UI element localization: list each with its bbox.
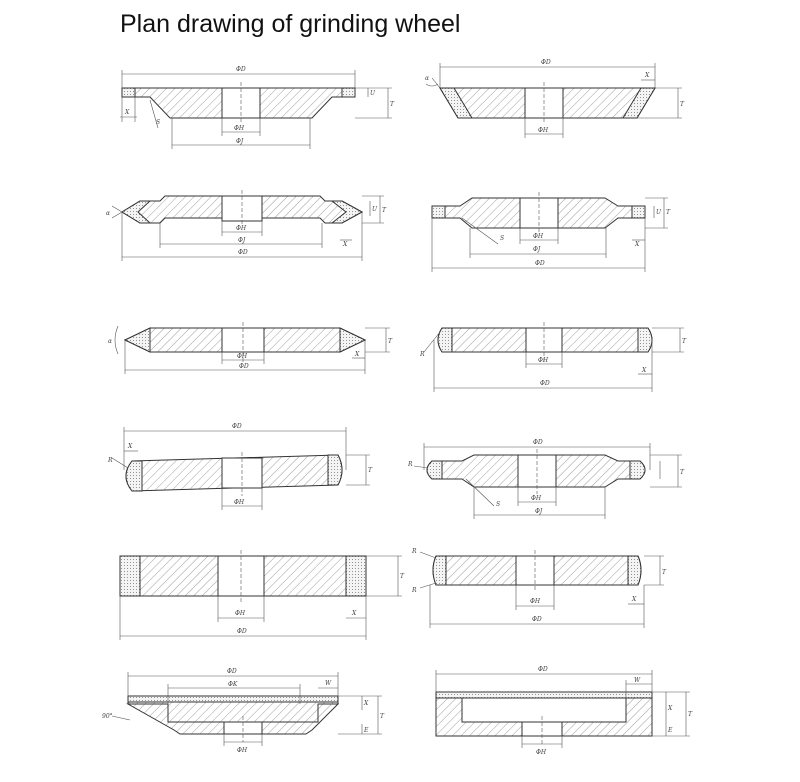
wheel-4 [432,192,671,272]
label-d: ΦD [532,616,542,623]
label-d: ΦD [541,59,551,66]
label-t: T [680,469,685,476]
wheel-3 [106,190,387,261]
label-d: ΦD [535,260,545,267]
wheel-2 [425,59,685,138]
label-w: W [634,677,641,684]
label-j: ΦJ [238,237,246,244]
label-h: ΦH [237,353,248,360]
label-d: ΦD [533,439,543,446]
label-h: ΦH [237,747,248,754]
label-d: ΦD [538,666,548,673]
wheel-11 [102,668,385,754]
label-h: ΦH [538,357,549,364]
label-x: X [364,700,369,707]
label-d: ΦD [238,249,248,256]
label-alpha: α [108,338,113,345]
label-h: ΦH [236,225,247,232]
label-t: T [388,338,393,345]
wheel-6 [419,322,687,392]
label-t: T [688,711,693,718]
label-j: ΦJ [535,508,543,515]
wheel-5 [108,322,393,374]
wheel-12 [436,666,693,756]
label-j: ΦJ [236,138,244,145]
label-h: ΦH [531,495,542,502]
label-u: U [656,209,662,216]
label-s: S [156,119,161,126]
wheel-10 [411,548,667,628]
label-r-top: R [412,548,417,555]
label-d: ΦD [540,380,550,387]
label-t: T [682,338,687,345]
label-t: T [662,569,667,576]
wheel-8 [407,439,685,519]
label-t: T [400,573,405,580]
label-d: ΦD [232,423,242,430]
label-x: X [355,351,360,358]
label-d: ΦD [227,668,237,675]
label-t: T [680,101,685,108]
label-e: E [364,727,369,734]
label-d: ΦD [236,66,246,73]
label-r: R [408,461,413,468]
label-e: E [668,727,673,734]
page-title: Plan drawing of grinding wheel [120,10,461,38]
label-t: T [666,209,671,216]
label-d: ΦD [237,628,247,635]
label-x: X [632,596,637,603]
label-r: R [108,457,113,464]
label-h: ΦH [530,598,541,605]
label-angle: 90° [102,713,113,720]
label-u: U [370,90,376,97]
label-h: ΦH [234,499,245,506]
label-j: ΦJ [533,246,541,253]
wheel-9 [120,550,405,640]
label-h: ΦH [533,233,544,240]
label-x: X [125,109,130,116]
label-t: T [380,713,385,720]
label-alpha: α [425,75,430,82]
label-x: X [635,241,640,248]
label-w: W [325,680,332,687]
label-t: T [368,467,373,474]
label-t: T [390,101,395,108]
label-x: X [352,610,357,617]
label-u: U [372,206,378,213]
label-h: ΦH [536,749,547,756]
label-alpha: α [106,210,111,217]
label-x: X [642,367,647,374]
label-h: ΦH [235,610,246,617]
label-h: ΦH [538,127,549,134]
label-x: X [668,705,673,712]
label-t: T [382,207,387,214]
label-k: ΦK [228,681,238,688]
label-x: X [128,443,133,450]
label-h: ΦH [234,125,245,132]
label-x: X [343,241,348,248]
label-s: S [500,235,505,242]
label-r-bottom: R [412,587,417,594]
wheel-1 [120,66,395,149]
label-r: R [420,351,425,358]
label-s: S [496,501,501,508]
label-x: X [645,72,650,79]
label-d: ΦD [239,363,249,370]
wheel-7 [107,423,373,510]
